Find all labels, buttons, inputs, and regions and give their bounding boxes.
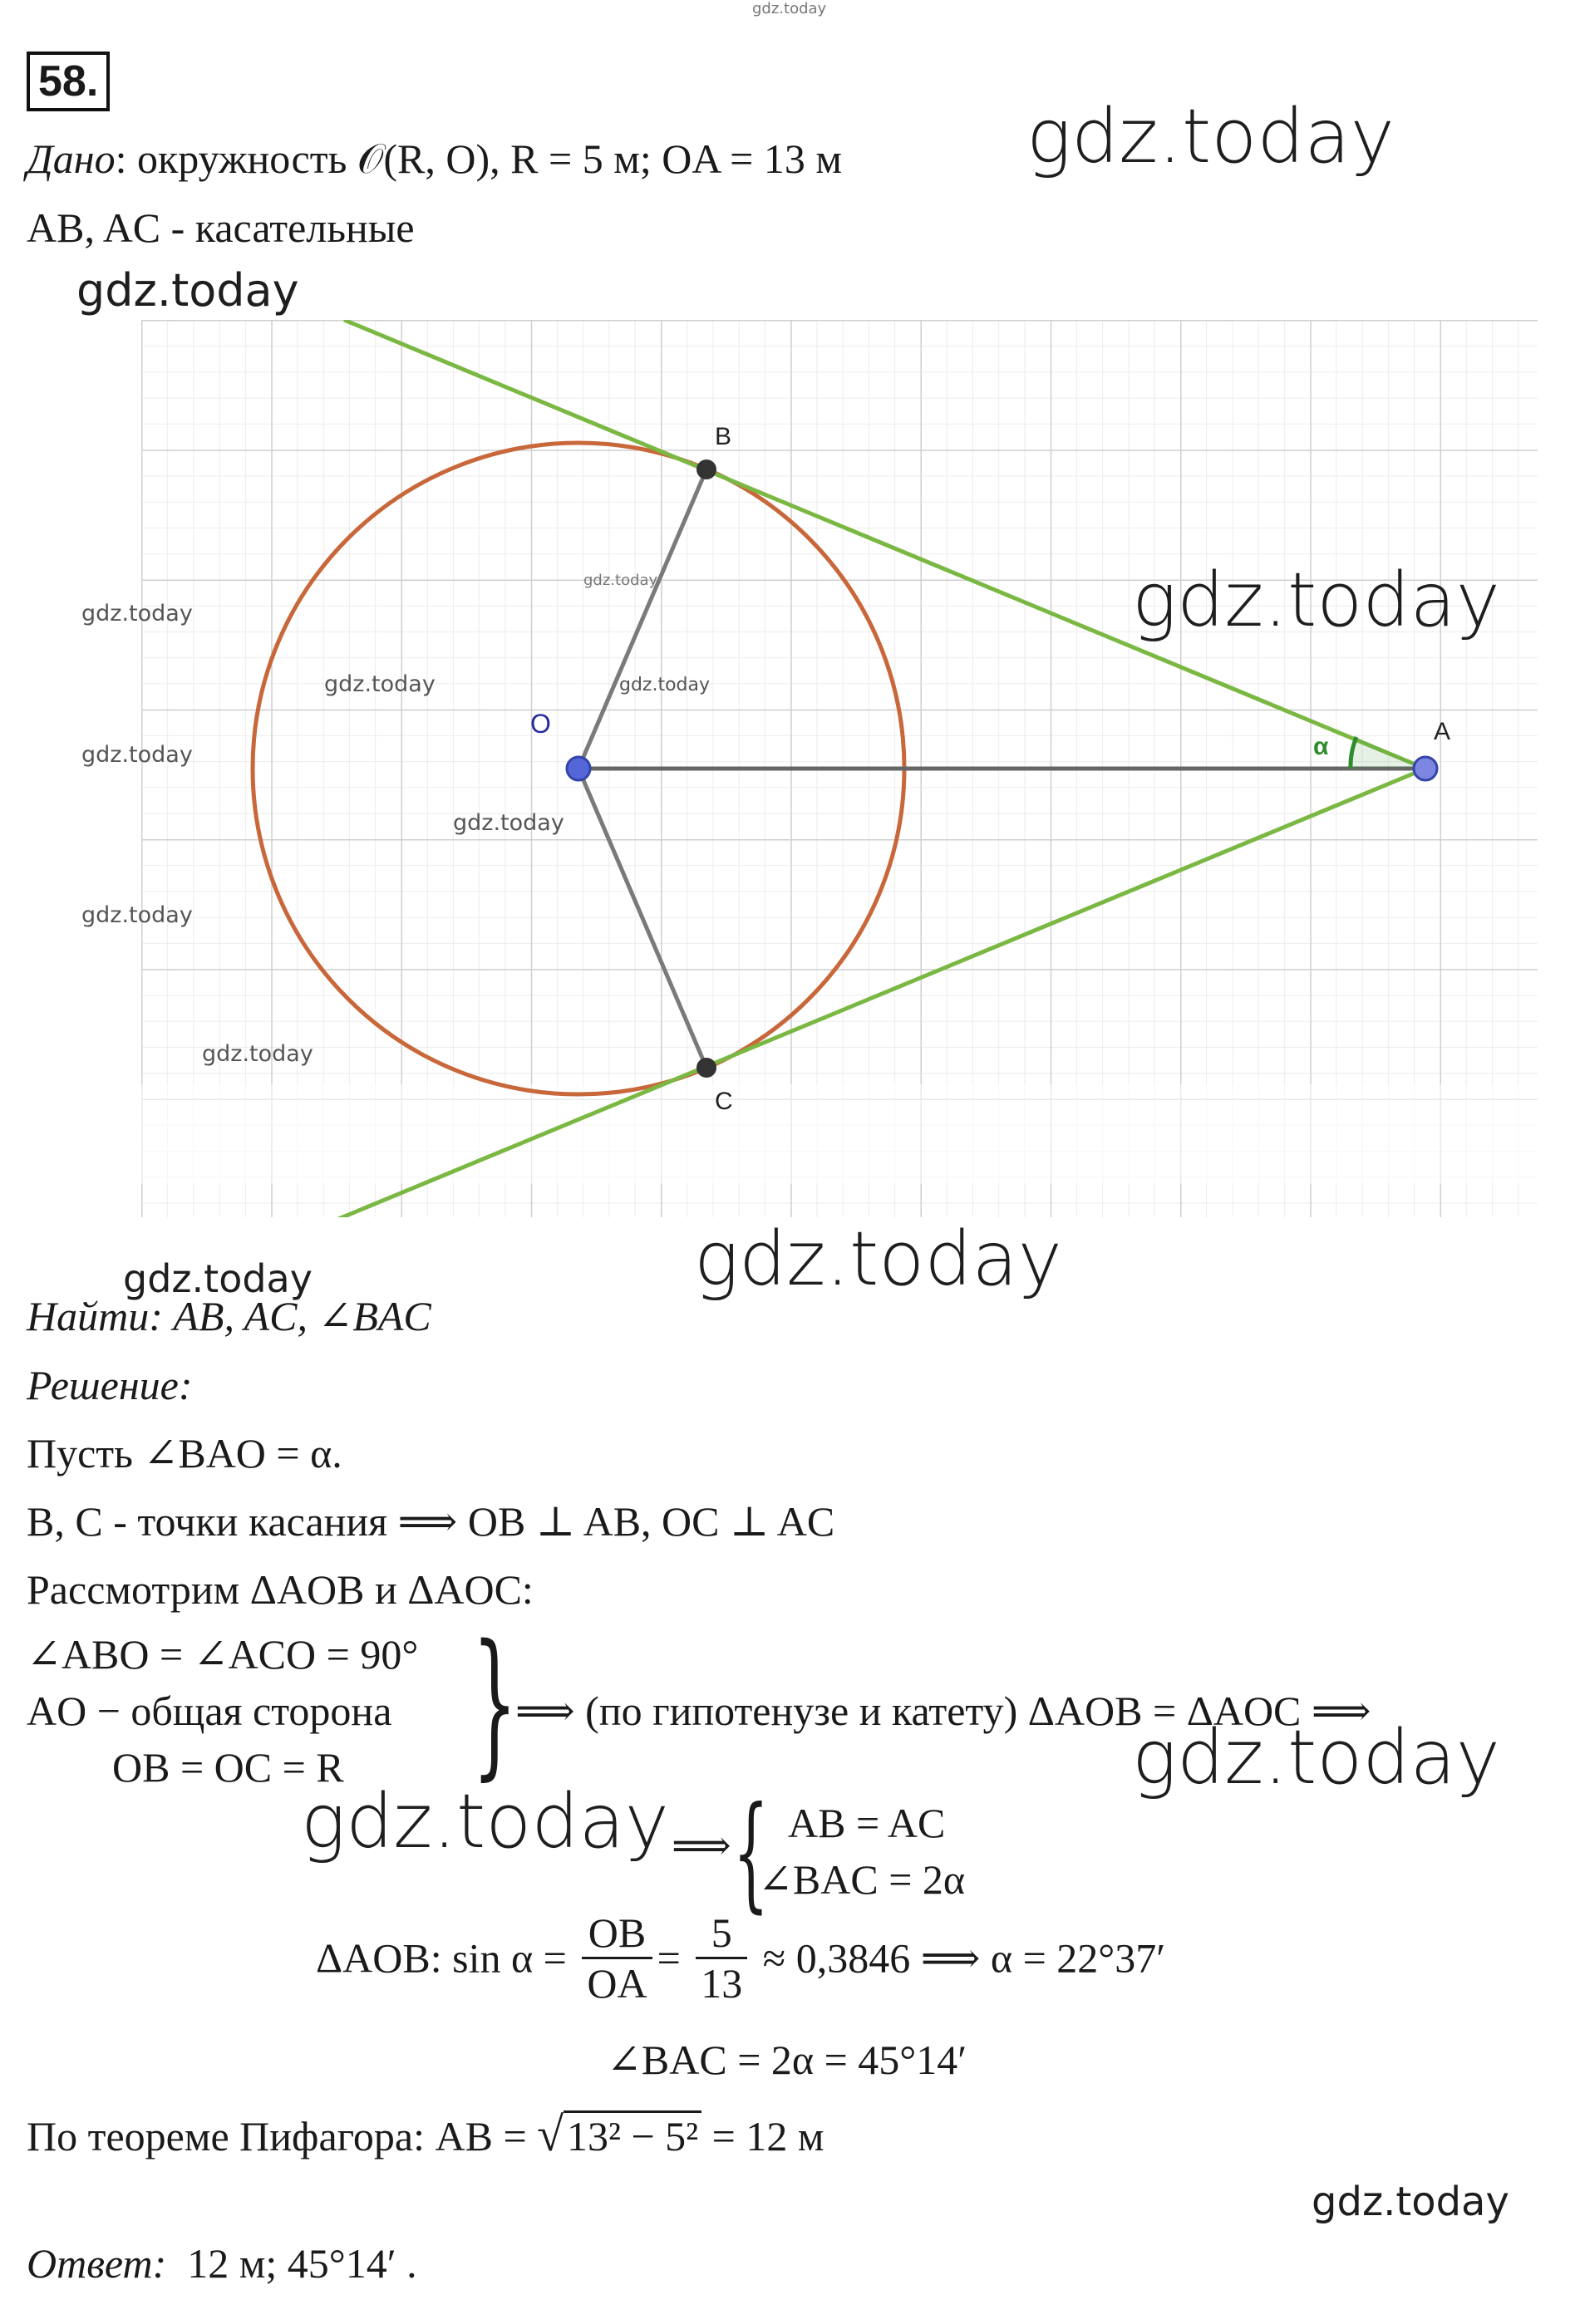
watermark: gdz.today: [694, 1216, 1062, 1303]
given-line-2: AB, AC - касательные: [27, 204, 415, 251]
watermark-top: gdz.today: [752, 0, 827, 17]
brace-right: }: [472, 1611, 518, 1795]
system-2-row-1: AB = AC: [788, 1800, 946, 1846]
watermark: gdz.today: [619, 675, 711, 695]
watermark: gdz.today: [81, 601, 193, 626]
watermark: gdz.today: [81, 742, 193, 768]
answer-line: [27, 2239, 417, 2287]
answer-text: 12 м; 45°14′ .: [187, 2240, 417, 2287]
fraction-5-13: [696, 1909, 747, 2007]
watermark: gdz.today: [301, 1778, 669, 1865]
fraction-1-den: OA: [587, 1960, 647, 2007]
label-B: B: [715, 423, 732, 450]
solution-label: Решение:: [27, 1362, 193, 1408]
system-2-arrow: ⟹: [672, 1822, 731, 1869]
solution-line-1: Пусть ∠BAO = α.: [27, 1430, 342, 1476]
fraction-2-den: 13: [701, 1960, 743, 2007]
watermark: gdz.today: [324, 671, 436, 697]
fraction-ob-oa: [582, 1909, 652, 2007]
watermark: gdz.today: [1312, 2179, 1509, 2225]
fraction-1-num: OB: [582, 1909, 652, 1959]
fraction-2-num: 5: [696, 1909, 747, 1959]
problem-number: 58.: [27, 52, 110, 111]
sin-prefix: ΔAOB: sin α =: [316, 1934, 567, 1982]
system-1-row-3: OB = OC = R: [112, 1744, 344, 1791]
erased-band: [141, 1084, 1538, 1184]
geometry-diagram: [141, 320, 1538, 1217]
sin-suffix: ≈ 0,3846 ⟹ α = 22°37′: [762, 1934, 1166, 1982]
watermark: gdz.today: [1132, 557, 1500, 644]
point-A: [1414, 757, 1437, 780]
watermark: gdz.today: [202, 1041, 313, 1067]
watermark: gdz.today: [1132, 1714, 1500, 1801]
brace-left: {: [733, 1781, 769, 1925]
solution-line-2: B, C - точки касания ⟹ OB ⊥ AB, OC ⊥ AC: [27, 1498, 835, 1545]
pythagoras-radicand: 13² − 5²: [564, 2110, 701, 2159]
watermark: gdz.today: [81, 902, 193, 928]
system-2-row-2: ∠BAC = 2α: [758, 1856, 966, 1903]
watermark: gdz.today: [1026, 93, 1395, 180]
angle-line: ∠BAC = 2α = 45°14′: [607, 2037, 967, 2083]
pythagoras-line: По теореме Пифагора: AB = √13² − 5² = 12 м: [27, 2107, 824, 2161]
system-1-result: ⟹ (по гипотенузе и катету) ΔAOB = ΔAOC ⟹: [515, 1688, 1371, 1734]
system-1-row-1: ∠ABO = ∠ACO = 90°: [27, 1631, 419, 1678]
point-B: [696, 459, 716, 479]
system-1-row-2: AO − общая сторона: [27, 1688, 392, 1734]
pythagoras-suffix: = 12 м: [701, 2113, 824, 2159]
given-line-1: [27, 135, 842, 183]
answer-label: Ответ:: [27, 2240, 167, 2287]
solution-line-3: Рассмотрим ΔAOB и ΔAOC:: [27, 1566, 534, 1613]
watermark: gdz.today: [76, 264, 299, 317]
label-O: O: [530, 709, 551, 739]
find-text: : AB, AC, ∠BAC: [149, 1293, 431, 1339]
watermark: gdz.today: [453, 810, 564, 836]
label-C: C: [715, 1088, 733, 1115]
point-C: [696, 1058, 716, 1078]
point-O: [567, 757, 590, 780]
sin-line: ΔAOB: sin α = $\frac{OB}{OA}$ = $\frac{5}{13}$ ≈ 0,3846 ⟹ α = 22°37′: [316, 1909, 1166, 2007]
find-line: [27, 1292, 431, 1340]
label-alpha: α: [1313, 733, 1329, 760]
pythagoras-prefix: По теореме Пифагора: AB =: [27, 2113, 538, 2159]
watermark: gdz.today: [583, 572, 658, 589]
find-label: Найти: [27, 1293, 150, 1339]
label-A: A: [1434, 718, 1451, 745]
watermark: gdz.today: [123, 1256, 313, 1301]
given-label: Дано: [27, 135, 116, 182]
given-text: : окружность 𝒪(R, O), R = 5 м; OA = 13 м: [115, 135, 843, 182]
